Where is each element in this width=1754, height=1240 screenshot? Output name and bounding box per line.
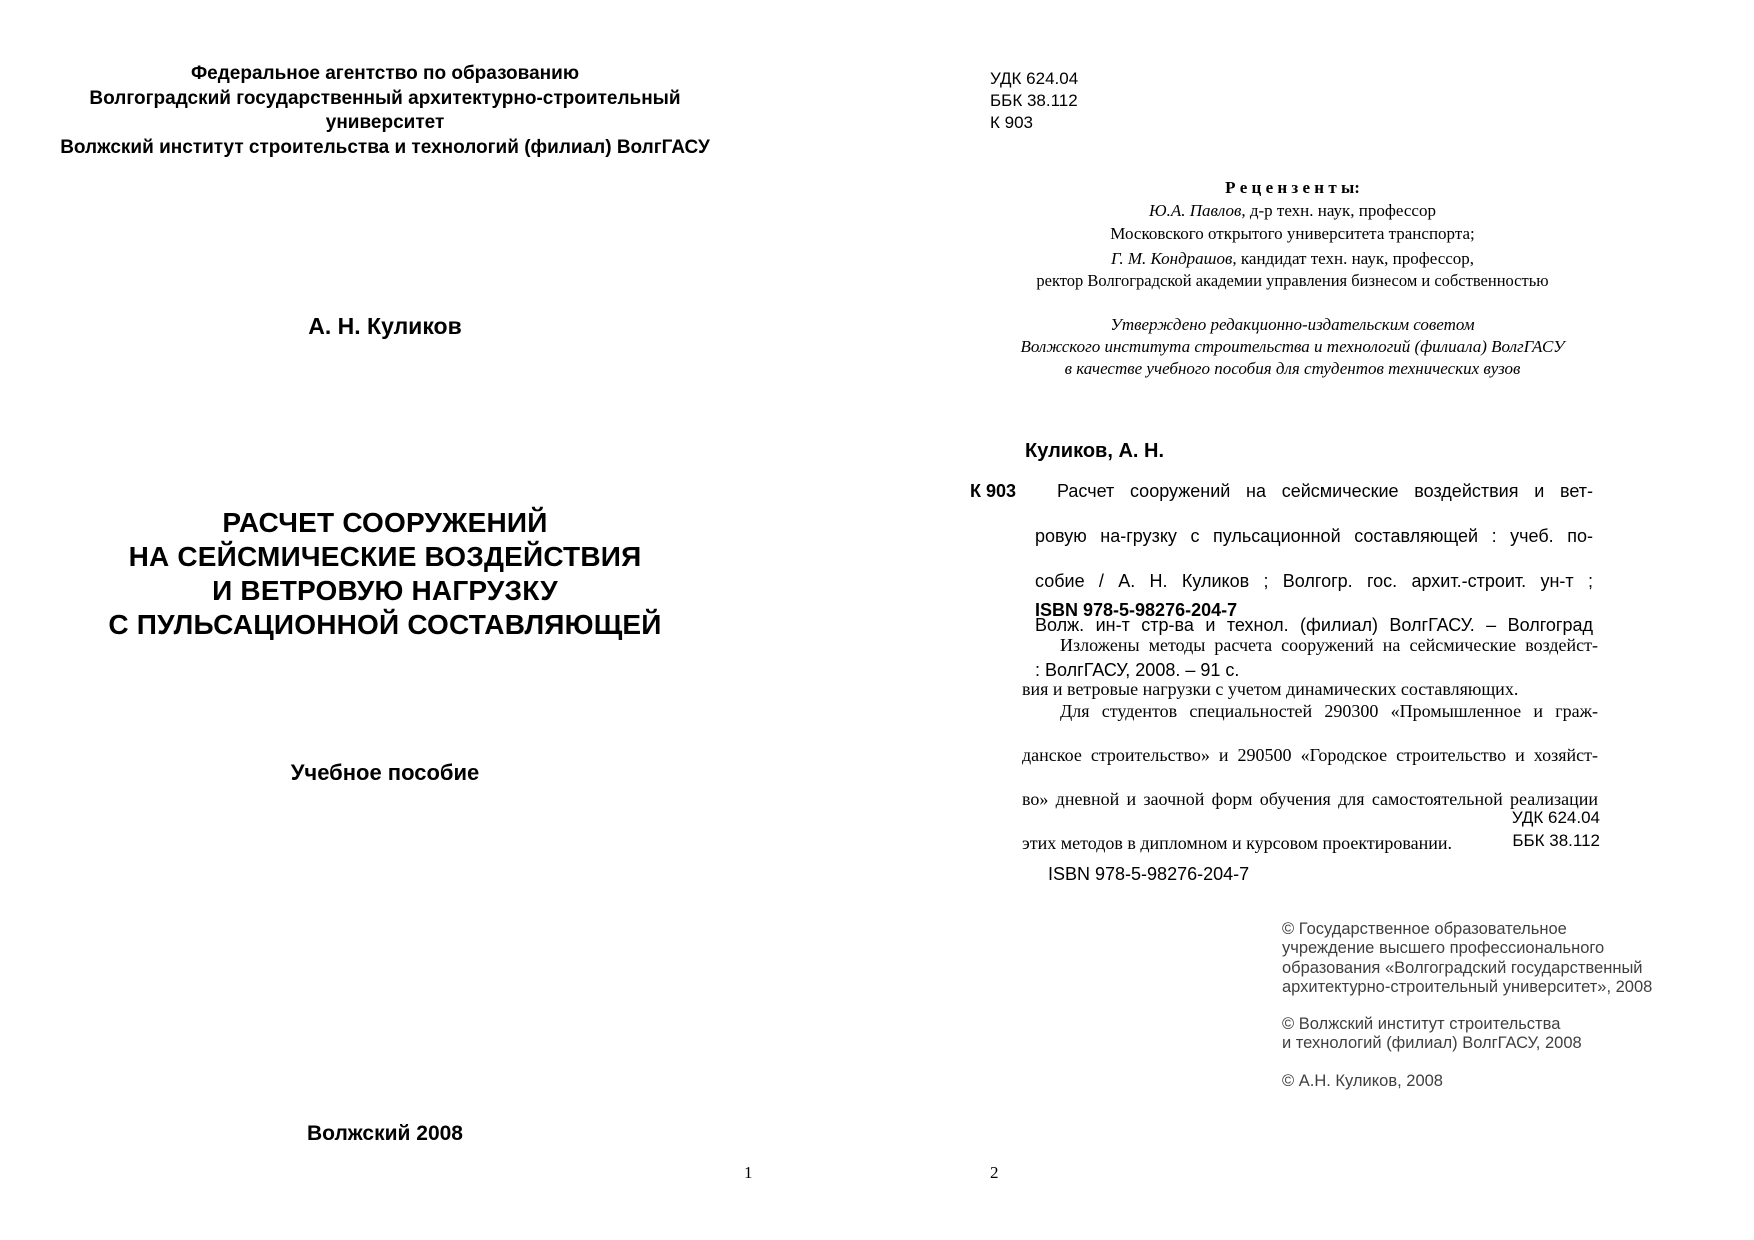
annotation-line: вия и ветровые нагрузки с учетом динамических составляющих. bbox=[1022, 679, 1519, 699]
author-name: А. Н. Куликов bbox=[308, 313, 462, 339]
catalog-code-line: К 903 bbox=[990, 113, 1033, 132]
approval-line: Волжского института строительства и технологий (филиала) ВолгГАСУ bbox=[1020, 337, 1565, 356]
imprint-city-year: Волжский 2008 bbox=[307, 1122, 463, 1145]
approval-line: Утверждено редакционно-издательским советом bbox=[1110, 315, 1475, 334]
isbn-number: ISBN 978-5-98276-204-7 bbox=[1035, 600, 1238, 620]
annotation-line: этих методов в дипломном и курсовом проектировании. bbox=[1022, 833, 1453, 853]
isbn-number-plain: ISBN 978-5-98276-204-7 bbox=[1048, 864, 1250, 884]
copyright-university bbox=[1282, 920, 1682, 997]
copyright-line: © А.Н. Куликов, 2008 bbox=[1282, 1071, 1443, 1090]
title-line: РАСЧЕТ СООРУЖЕНИЙ bbox=[222, 507, 548, 538]
udk-top-block bbox=[990, 68, 1078, 134]
approval-note bbox=[985, 314, 1600, 380]
header-line: Федеральное агентство по образованию bbox=[190, 63, 580, 84]
bbk-line: ББК 38.112 bbox=[1512, 831, 1600, 850]
copyright-author bbox=[1282, 1072, 1682, 1091]
title-line: С ПУЛЬСАЦИОННОЙ СОСТАВЛЯЮЩЕЙ bbox=[108, 609, 662, 640]
edition-type: Учебное пособие bbox=[290, 760, 480, 785]
title-line: НА СЕЙСМИЧЕСКИЕ ВОЗДЕЙСТВИЯ bbox=[128, 541, 642, 572]
copyright-line: © Государственное образовательное bbox=[1282, 920, 1567, 938]
reviewer-degree: , кандидат техн. наук, профессор, bbox=[1232, 249, 1475, 268]
catalog-code: К 903 bbox=[970, 481, 1017, 501]
copyright-gap bbox=[1282, 1054, 1682, 1072]
record-line: : ВолгГАСУ, 2008. – 91 с. bbox=[1035, 660, 1240, 681]
header-line: Волжский институт строительства и технологий (филиал) ВолгГАСУ bbox=[60, 136, 710, 158]
title-line: И ВЕТРОВУЮ НАГРУЗКУ bbox=[212, 575, 558, 606]
copyright-block bbox=[1282, 920, 1682, 1091]
record-line: собие / А. Н. Куликов ; Волгогр. гос. архит.-строит. ун-т ; bbox=[1035, 570, 1593, 591]
copyright-institute bbox=[1282, 1015, 1682, 1054]
record-line: ровую на-грузку с пульсационной составляющей : учеб. по- bbox=[1035, 525, 1593, 546]
reviewer-1-affiliation: Московского открытого университета транспорта; bbox=[1110, 224, 1475, 243]
reviewer-1-line bbox=[985, 201, 1600, 221]
copyright-line: архитектурно-строительный университет», 2008 bbox=[1282, 977, 1653, 996]
approval-line: в качестве учебного пособия для студентов технических вузов bbox=[1064, 359, 1521, 378]
reviewers-heading: Р е ц е н з е н т ы: bbox=[1225, 178, 1360, 197]
reviewer-name: Ю.А. Павлов bbox=[1149, 201, 1242, 220]
copyright-gap bbox=[1282, 997, 1682, 1015]
book-title bbox=[50, 506, 720, 642]
annotation-line: во» дневной и заочной форм обучения для самостоятельной реализации bbox=[1022, 789, 1598, 809]
header-line: Волгоградский государственный архитектурно-строительный университет bbox=[89, 87, 681, 133]
catalog-author: Куликов, А. Н. bbox=[1025, 440, 1164, 462]
copyright-line: образования «Волгоградский государственный bbox=[1282, 958, 1643, 977]
page-number: 2 bbox=[990, 1163, 999, 1182]
udk-line: УДК 624.04 bbox=[990, 69, 1079, 88]
bbk-line: ББК 38.112 bbox=[990, 91, 1078, 110]
copyright-line: учреждение высшего профессионального bbox=[1282, 939, 1605, 958]
copyright-line: © Волжский институт строительства bbox=[1282, 1015, 1561, 1034]
reviewer-2-line bbox=[985, 249, 1600, 269]
reviewer-name: Г. М. Кондрашов bbox=[1110, 249, 1233, 268]
reviewer-degree: , д-р техн. наук, профессор bbox=[1241, 201, 1436, 220]
udk-line: УДК 624.04 bbox=[1511, 808, 1600, 827]
annotation-line: Изложены методы расчета сооружений на сейсмические воздейст- bbox=[1060, 635, 1598, 655]
annotation-line: данское строительство» и 290500 «Городское строительство и хозяйст- bbox=[1022, 745, 1598, 765]
reviewer-2-affiliation: ректор Волгоградской академии управления бизнесом и собственностью bbox=[1036, 271, 1549, 290]
publisher-header bbox=[60, 62, 710, 160]
annotation-line: Для студентов специальностей 290300 «Промышленное и граж- bbox=[1060, 701, 1598, 721]
record-line: Расчет сооружений на сейсмические воздействия и вет- bbox=[1057, 481, 1593, 501]
record-line: Волж. ин-т стр-ва и технол. (филиал) ВолгГАСУ. – Волгоград bbox=[1035, 615, 1593, 636]
udk-bottom-block bbox=[1400, 806, 1600, 852]
copyright-line: и технологий (филиал) ВолгГАСУ, 2008 bbox=[1282, 1034, 1582, 1053]
page-number: 1 bbox=[744, 1163, 753, 1182]
